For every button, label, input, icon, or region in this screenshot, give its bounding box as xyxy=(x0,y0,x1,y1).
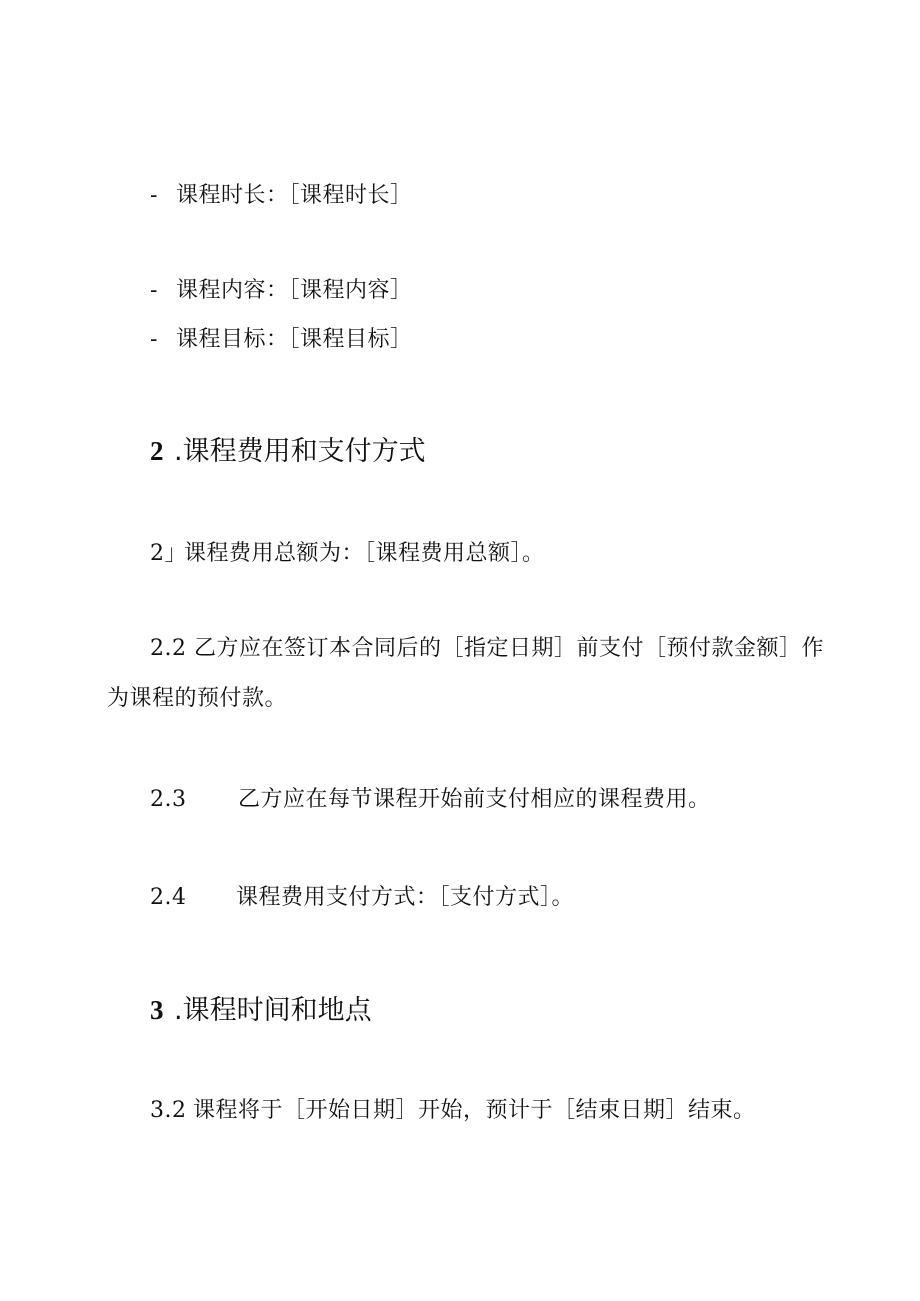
clause-number: 3.2 xyxy=(150,1098,187,1123)
bullet-dash: - xyxy=(150,327,158,352)
bullet-text: 课程目标：［课程目标］ xyxy=(176,327,413,352)
section-number: 3 xyxy=(150,995,164,1025)
bullet-dash: - xyxy=(150,183,158,208)
clause-text: 课程费用总额为：［课程费用总额］。 xyxy=(184,541,545,566)
clause-text: 乙方应在签订本合同后的［指定日期］前支付［预付款金额］作为课程的预付款。 xyxy=(107,636,825,711)
section-title: .课程费用和支付方式 xyxy=(174,436,426,467)
clause-number: 2.4 xyxy=(150,885,187,910)
clause-number: 2.3 xyxy=(150,787,187,812)
bullet-text: 课程时长：［课程时长］ xyxy=(176,183,413,208)
clause-3-2 xyxy=(150,1097,756,1125)
clause-text: 课程将于［开始日期］开始，预计于［结束日期］结束。 xyxy=(193,1098,756,1123)
section-heading-time-place xyxy=(150,993,372,1028)
bullet-text: 课程内容：［课程内容］ xyxy=(176,278,413,303)
clause-text: 课程费用支付方式：［支付方式］。 xyxy=(236,885,575,910)
bullet-course-content xyxy=(150,277,413,305)
clause-number: 2」 xyxy=(150,541,187,566)
bullet-course-goal xyxy=(150,326,413,354)
section-title: .课程时间和地点 xyxy=(174,995,372,1026)
clause-2-1 xyxy=(150,540,545,568)
section-number: 2 xyxy=(150,436,164,466)
section-heading-fees xyxy=(150,434,426,469)
bullet-dash: - xyxy=(150,278,158,303)
clause-number: 2.2 xyxy=(150,636,187,661)
clause-2-2 xyxy=(107,624,827,724)
clause-2-4 xyxy=(150,884,574,912)
clause-2-3 xyxy=(150,786,711,814)
clause-text: 乙方应在每节课程开始前支付相应的课程费用。 xyxy=(238,787,711,812)
bullet-course-duration xyxy=(150,182,413,210)
